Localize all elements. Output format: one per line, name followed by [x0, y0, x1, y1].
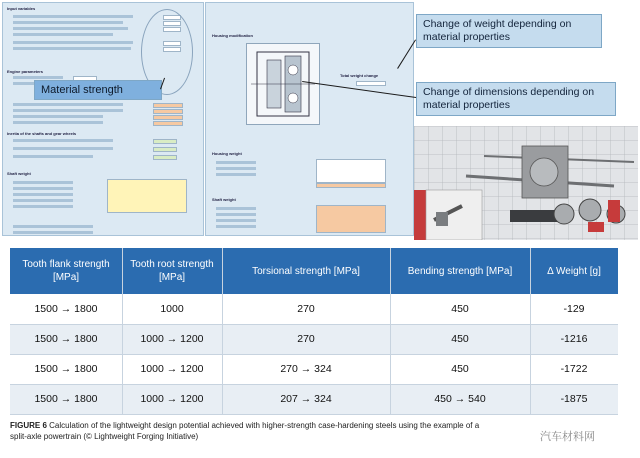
sheet-cell-orange [153, 109, 183, 114]
cell-tooth-flank: 1500 → 1800 [34, 393, 98, 405]
sheet-title: Housing modification [212, 33, 253, 38]
sheet-row [216, 167, 256, 170]
sheet-cell-orange [316, 205, 386, 233]
sheet-row [13, 193, 73, 196]
spreadsheet-housing [205, 2, 414, 236]
header-delta-weight: Δ Weight [g] [547, 265, 601, 277]
cell-delta-weight: -1875 [560, 393, 588, 405]
sheet-row [216, 213, 256, 216]
sheet-cell-orange [316, 183, 386, 188]
sheet-row [13, 199, 73, 202]
cell-bending: 450 [451, 363, 469, 375]
cell-tooth-flank: 1500 → 1800 [34, 333, 98, 345]
total-weight-change-label: Total weight change [340, 73, 379, 78]
sheet-row [13, 147, 113, 150]
table-row [10, 294, 618, 324]
table-row [10, 324, 618, 354]
caption-text: Calculation of the lightweight design potential achieved with higher-strength case-hardening steels using the example of a [49, 421, 480, 430]
sheet-row [13, 21, 123, 24]
cell-delta-weight: -1722 [560, 363, 588, 375]
column-divider [530, 248, 531, 415]
watermark: 汽车材料网 [540, 431, 595, 443]
sheet-row [216, 173, 256, 176]
sheet-section-engine: Engine parameters [7, 69, 44, 74]
column-divider [222, 248, 223, 415]
sheet-row [13, 41, 133, 44]
row-divider [10, 414, 618, 415]
callout-material-strength: Material strength [34, 80, 162, 100]
sheet-section-shaft: Shaft weight [7, 171, 31, 176]
sheet-cell-orange [153, 121, 183, 126]
sheet-cell [356, 81, 386, 86]
sheet-row [13, 231, 93, 234]
sheet-section-shaft-mid: Shaft weight [212, 197, 236, 202]
cell-bending: 450 [451, 333, 469, 345]
caption-text-tail: split-axle powertrain (© Lightweight Forging Initiative) [10, 432, 199, 441]
column-divider [122, 248, 123, 415]
cell-bending: 450 [451, 303, 469, 315]
sheet-row [13, 121, 103, 124]
cell-tooth-root: 1000 → 1200 [140, 363, 204, 375]
sheet-row [13, 139, 113, 142]
header-tooth-flank: Tooth flank strength [MPa] [22, 259, 110, 283]
sheet-row [13, 115, 103, 118]
table-header [10, 248, 618, 294]
sheet-row [13, 205, 73, 208]
sheet-cell [316, 159, 386, 183]
sheet-section-housing: Housing weight [212, 151, 242, 156]
figure-caption [10, 420, 630, 442]
sheet-row [13, 76, 63, 79]
sheet-cell-green [153, 139, 177, 144]
cell-torsional: 270 [297, 333, 315, 345]
gearbox-drawing [246, 43, 320, 125]
cell-torsional: 270 → 324 [280, 363, 332, 375]
sheet-cell-yellow [107, 179, 187, 213]
sheet-row [13, 109, 123, 112]
sheet-cell-orange [153, 103, 183, 108]
table-row [10, 354, 618, 384]
cell-bending: 450 → 540 [434, 393, 486, 405]
cell-tooth-flank: 1500 → 1800 [34, 363, 98, 375]
sheet-row [216, 161, 256, 164]
cell-tooth-flank: 1500 → 1800 [34, 303, 98, 315]
cell-tooth-root: 1000 → 1200 [140, 333, 204, 345]
row-divider [10, 384, 618, 385]
sheet-row [13, 27, 128, 30]
row-divider [10, 354, 618, 355]
sheet-section-inertia: Inertia of the shafts and gear wheels [7, 131, 77, 136]
sheet-row [216, 219, 256, 222]
sheet-row [13, 33, 113, 36]
cell-torsional: 207 → 324 [280, 393, 332, 405]
sheet-row [13, 103, 123, 106]
sheet-row [13, 225, 93, 228]
cell-delta-weight: -129 [563, 303, 585, 315]
sheet-cell-green [153, 147, 177, 152]
header-tooth-root: Tooth root strength [MPa] [130, 259, 214, 283]
cell-tooth-root: 1000 [160, 303, 184, 315]
sheet-cell-orange [153, 115, 183, 120]
table-row [10, 384, 618, 414]
header-torsional: Torsional strength [MPa] [252, 265, 360, 277]
strength-table [10, 248, 618, 415]
cell-tooth-root: 1000 → 1200 [140, 393, 204, 405]
sheet-cell-green [153, 155, 177, 160]
callout-change-weight: Change of weight depending on material properties [416, 14, 602, 48]
photo-test-rig [414, 126, 638, 240]
callout-change-dimensions: Change of dimensions depending on material properties [416, 82, 616, 116]
cell-delta-weight: -1216 [560, 333, 588, 345]
sheet-row [13, 15, 133, 18]
column-divider [390, 248, 391, 415]
sheet-title: Input variables [7, 6, 36, 11]
cell-torsional: 270 [297, 303, 315, 315]
sheet-row [13, 155, 93, 158]
header-bending: Bending strength [MPa] [407, 265, 513, 277]
row-divider [10, 324, 618, 325]
spreadsheet-input-variables [2, 2, 204, 236]
sheet-row [13, 47, 131, 50]
sheet-row [216, 225, 256, 228]
sheet-row [216, 207, 256, 210]
sheet-row [13, 181, 73, 184]
caption-label: FIGURE 6 [10, 421, 47, 430]
sheet-row [13, 187, 73, 190]
